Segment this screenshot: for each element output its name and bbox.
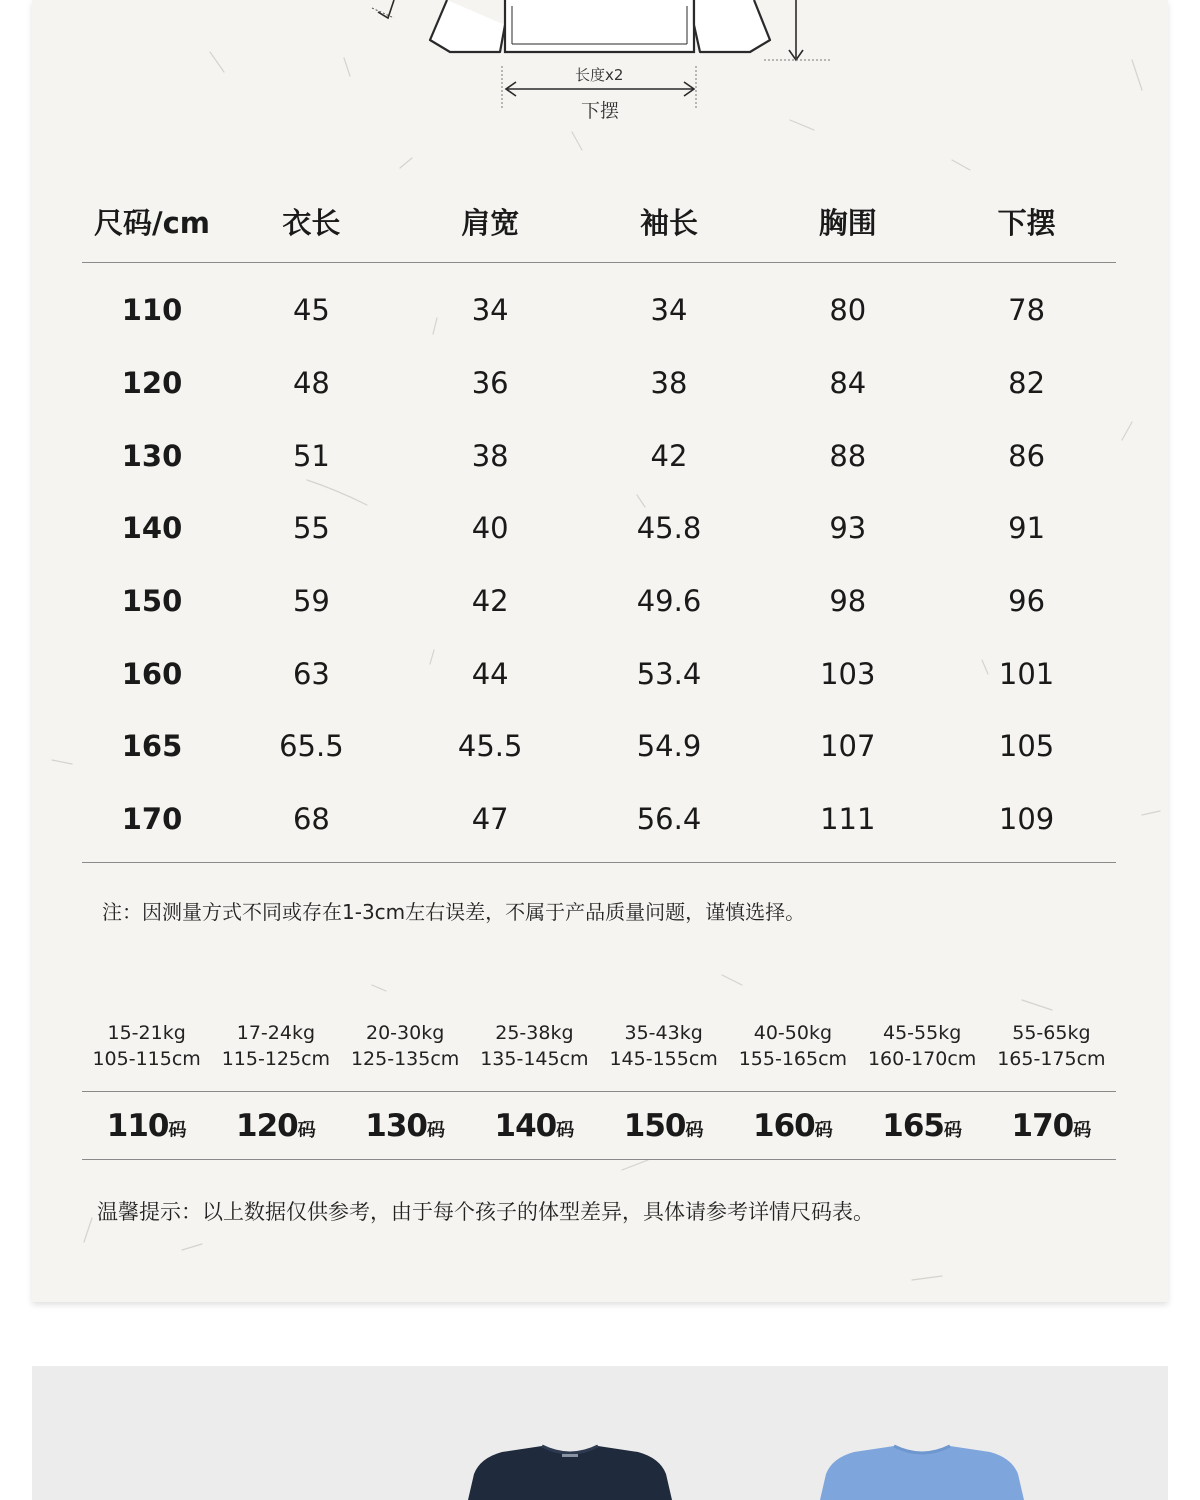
header-hem: 下摆 [997, 205, 1056, 240]
size-label [728, 1108, 857, 1144]
table-cell: 110 [121, 293, 183, 328]
size-number: 170 [1011, 1107, 1074, 1144]
table-cell: 107 [820, 729, 876, 764]
size-unit: 码 [556, 1119, 575, 1141]
table-cell: 78 [1008, 293, 1046, 328]
size-number: 160 [753, 1107, 815, 1144]
tshirt-photos [32, 1366, 1168, 1500]
table-cell: 96 [1008, 584, 1046, 619]
table-cell: 63 [292, 656, 330, 691]
table-cell: 34 [650, 293, 688, 328]
table-cell: 150 [121, 584, 183, 619]
range-cell [987, 1020, 1116, 1091]
table-row [82, 347, 1116, 420]
range-cell [211, 1020, 340, 1091]
weight-range: 17-24kg [236, 1022, 316, 1044]
size-label [341, 1108, 470, 1144]
neck-label-icon [562, 1454, 578, 1457]
header-chest: 胸围 [818, 205, 877, 240]
weight-range: 20-30kg [365, 1022, 445, 1044]
table-cell: 98 [829, 584, 867, 619]
size-label [82, 1108, 211, 1144]
table-cell: 80 [829, 293, 867, 328]
range-cell [728, 1020, 857, 1091]
table-cell: 45.8 [636, 511, 702, 546]
table-cell: 54.9 [636, 729, 702, 764]
table-cell: 45.5 [457, 729, 523, 764]
table-row [82, 783, 1116, 856]
table-cell: 88 [829, 438, 867, 473]
table-cell: 103 [820, 656, 876, 691]
table-cell: 59 [292, 584, 330, 619]
size-unit: 码 [943, 1119, 962, 1141]
size-label [858, 1108, 987, 1144]
height-range: 145-155cm [609, 1048, 718, 1070]
table-cell: 91 [1008, 511, 1046, 546]
reference-tip: 温馨提示：以上数据仅供参考，由于每个孩子的体型差异，具体请参考详情尺码表。 [97, 1200, 874, 1224]
table-cell: 111 [820, 802, 876, 837]
size-table-body [82, 263, 1116, 863]
table-cell: 109 [998, 802, 1055, 837]
size-number: 165 [882, 1107, 944, 1144]
weight-range: 35-43kg [624, 1022, 703, 1044]
table-cell: 36 [471, 366, 509, 401]
size-table-header [82, 180, 1116, 263]
hem-label: 下摆 [581, 100, 620, 122]
header-sleeve: 袖长 [639, 205, 698, 240]
size-table [82, 180, 1116, 863]
table-cell: 55 [292, 511, 330, 546]
height-range: 155-165cm [738, 1048, 848, 1070]
measurement-note: 注：因测量方式不同或存在1-3cm左右误差，不属于产品质量问题，谨慎选择。 [102, 900, 806, 924]
height-range: 165-175cm [997, 1048, 1106, 1070]
table-cell: 101 [998, 656, 1055, 691]
size-reference-sizes [82, 1092, 1116, 1160]
weight-range: 55-65kg [1012, 1022, 1091, 1044]
height-range: 135-145cm [480, 1048, 589, 1070]
range-cell [341, 1020, 470, 1091]
size-unit: 码 [168, 1119, 187, 1141]
table-cell: 45 [292, 293, 330, 328]
header-shoulder: 肩宽 [461, 205, 520, 240]
range-cell [470, 1020, 599, 1091]
weight-range: 45-55kg [882, 1022, 962, 1044]
table-cell: 48 [292, 366, 330, 401]
table-row [82, 419, 1116, 492]
size-unit: 码 [685, 1119, 704, 1141]
header-size: 尺码/cm [93, 205, 210, 240]
table-cell: 44 [471, 656, 509, 691]
table-cell: 165 [121, 729, 183, 764]
height-range: 125-135cm [350, 1048, 460, 1070]
size-number: 120 [236, 1107, 298, 1144]
table-cell: 140 [121, 511, 183, 546]
size-reference-ranges [82, 1020, 1116, 1092]
table-cell: 82 [1008, 366, 1046, 401]
table-cell: 40 [471, 511, 509, 546]
table-cell: 68 [292, 802, 330, 837]
size-chart-card [32, 0, 1168, 1302]
size-reference [82, 1020, 1116, 1160]
table-cell: 42 [471, 584, 509, 619]
table-cell: 130 [121, 438, 183, 473]
table-cell: 53.4 [636, 656, 702, 691]
height-range: 105-115cm [92, 1048, 201, 1070]
table-cell: 34 [471, 293, 509, 328]
size-label [987, 1108, 1116, 1144]
product-photo-strip [32, 1366, 1168, 1500]
table-cell: 84 [829, 366, 867, 401]
weight-range: 40-50kg [753, 1022, 833, 1044]
size-unit: 码 [1073, 1119, 1092, 1141]
table-cell: 170 [121, 802, 183, 837]
size-unit: 码 [426, 1119, 445, 1141]
size-number: 150 [623, 1107, 686, 1144]
size-number: 110 [106, 1107, 169, 1144]
length-label: 长度x2 [575, 66, 624, 84]
table-cell: 47 [471, 802, 509, 837]
size-label [470, 1108, 599, 1144]
table-cell: 38 [650, 366, 688, 401]
table-cell: 160 [121, 656, 183, 691]
table-cell: 56.4 [636, 802, 702, 837]
table-row [82, 710, 1116, 783]
table-cell: 49.6 [636, 584, 702, 619]
weight-range: 15-21kg [107, 1022, 186, 1044]
table-cell: 65.5 [279, 729, 344, 764]
table-cell: 105 [998, 729, 1055, 764]
table-cell: 42 [650, 438, 688, 473]
range-cell [858, 1020, 987, 1091]
table-cell: 38 [471, 438, 509, 473]
size-number: 140 [494, 1107, 557, 1144]
table-cell: 51 [292, 438, 330, 473]
size-label [211, 1108, 340, 1144]
header-length: 衣长 [282, 205, 341, 240]
table-cell: 86 [1008, 438, 1046, 473]
size-label [599, 1108, 728, 1144]
table-cell: 93 [829, 511, 867, 546]
size-unit: 码 [297, 1119, 316, 1141]
range-cell [82, 1020, 211, 1091]
weight-range: 25-38kg [495, 1022, 574, 1044]
table-row [82, 274, 1116, 347]
height-range: 160-170cm [867, 1048, 977, 1070]
table-row [82, 565, 1116, 638]
table-row [82, 637, 1116, 710]
table-row [82, 492, 1116, 565]
range-cell [599, 1020, 728, 1091]
size-number: 130 [365, 1107, 427, 1144]
size-unit: 码 [814, 1119, 833, 1141]
table-cell: 120 [121, 366, 183, 401]
height-range: 115-125cm [221, 1048, 331, 1070]
